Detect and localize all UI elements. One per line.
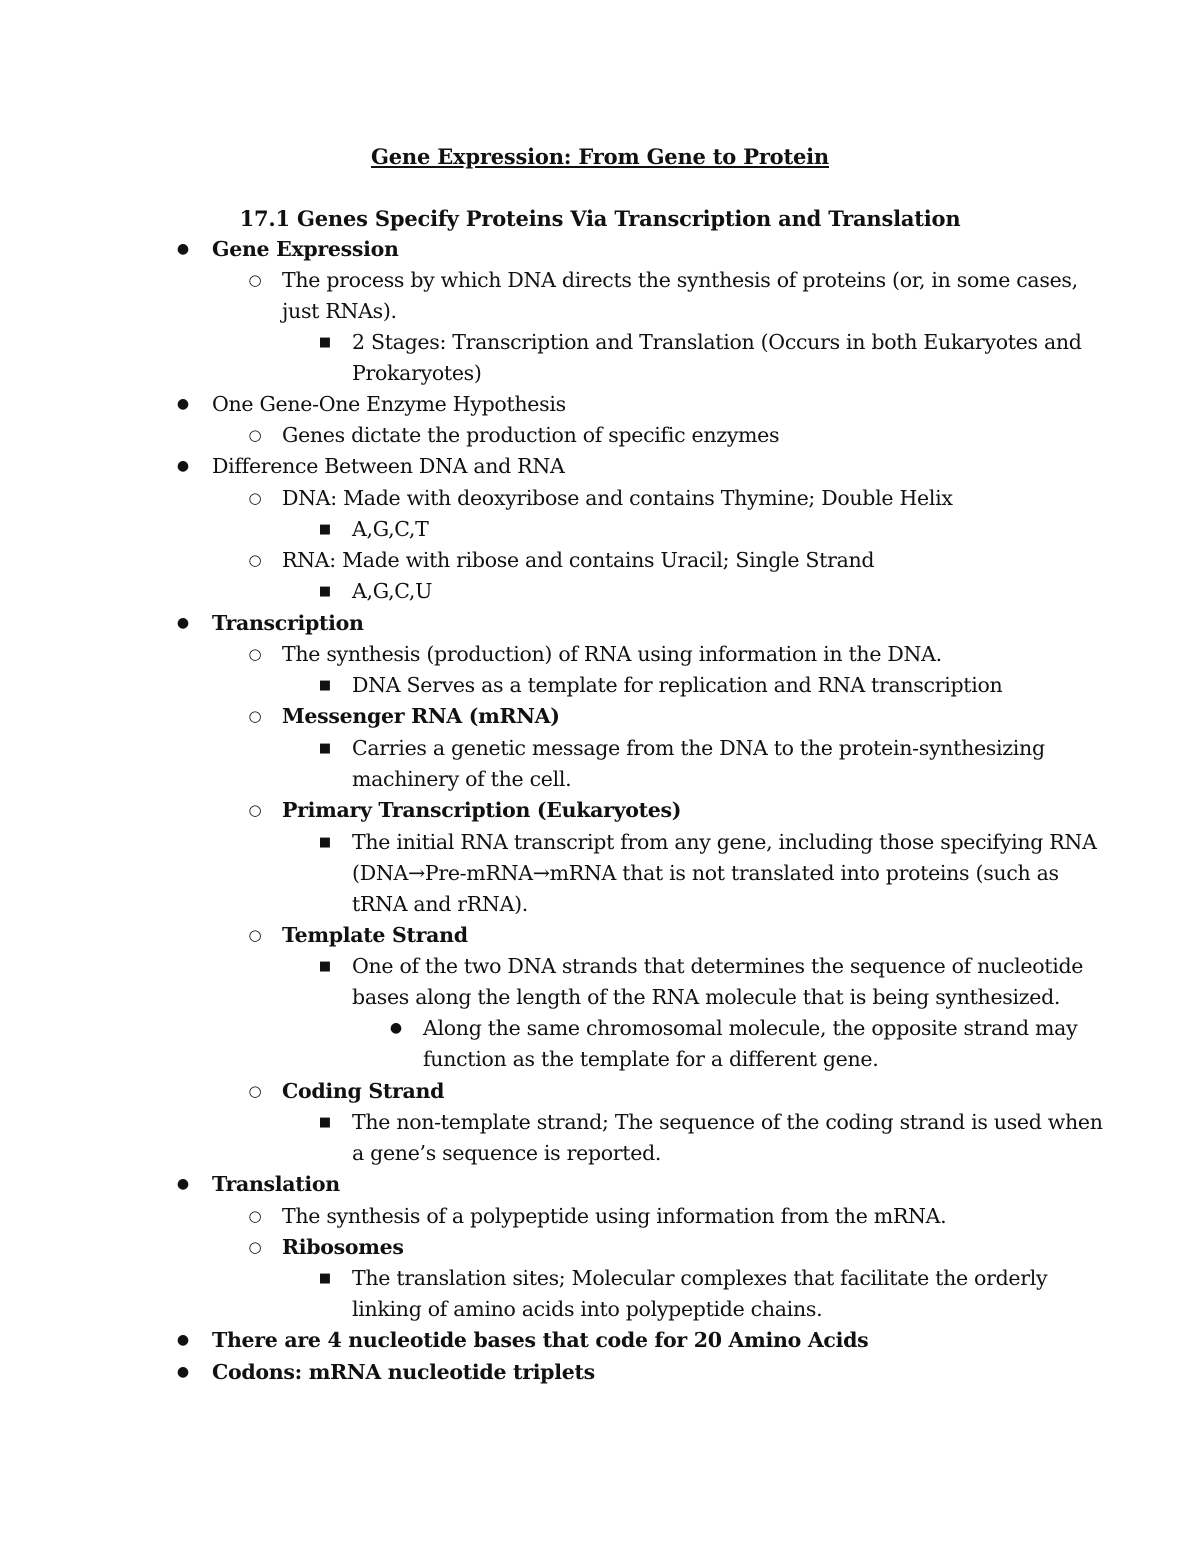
list-item: The non-template strand; The sequence of the coding strand is used when xyxy=(352,1110,1103,1134)
list-item: Ribosomes xyxy=(282,1235,404,1259)
list-item: Codons: mRNA nucleotide triplets xyxy=(212,1360,595,1384)
circle-bullet: ○ xyxy=(248,707,262,725)
disc-bullet: ● xyxy=(176,1332,190,1348)
circle-bullet: ○ xyxy=(248,926,262,944)
list-item-continuation: machinery of the cell. xyxy=(352,767,572,791)
list-item: Primary Transcription (Eukaryotes) xyxy=(282,798,682,822)
list-item-continuation: a gene’s sequence is reported. xyxy=(352,1141,662,1165)
list-item: The initial RNA transcript from any gene, including those specifying RNA xyxy=(352,830,1097,854)
square-bullet: ■ xyxy=(318,584,332,599)
circle-bullet: ○ xyxy=(248,801,262,819)
list-item: The translation sites; Molecular complexes that facilitate the orderly xyxy=(352,1266,1048,1290)
list-item-continuation: Prokaryotes) xyxy=(352,361,482,385)
square-bullet: ■ xyxy=(318,835,332,850)
list-item-continuation: just RNAs). xyxy=(282,299,397,323)
disc-bullet: ● xyxy=(176,396,190,412)
circle-bullet: ○ xyxy=(248,1207,262,1225)
square-bullet: ■ xyxy=(318,741,332,756)
circle-bullet: ○ xyxy=(248,1082,262,1100)
list-item: There are 4 nucleotide bases that code for 20 Amino Acids xyxy=(212,1328,869,1352)
square-bullet: ■ xyxy=(318,335,332,350)
circle-bullet: ○ xyxy=(248,426,262,444)
list-item-continuation: linking of amino acids into polypeptide chains. xyxy=(352,1297,823,1321)
list-item: Gene Expression xyxy=(212,237,399,261)
list-item: The process by which DNA directs the synthesis of proteins (or, in some cases, xyxy=(282,268,1078,292)
circle-bullet: ○ xyxy=(248,1238,262,1256)
square-bullet: ■ xyxy=(318,678,332,693)
list-item: Difference Between DNA and RNA xyxy=(212,454,565,478)
square-bullet: ■ xyxy=(318,959,332,974)
disc-bullet: ● xyxy=(176,1176,190,1192)
disc-bullet: ● xyxy=(176,615,190,631)
circle-bullet: ○ xyxy=(248,271,262,289)
circle-bullet: ○ xyxy=(248,645,262,663)
disc-bullet: ● xyxy=(176,241,190,257)
list-item: One of the two DNA strands that determines the sequence of nucleotide xyxy=(352,954,1084,978)
list-item-continuation: (DNA→Pre-mRNA→mRNA that is not translated into proteins (such as xyxy=(352,861,1059,885)
list-item: Messenger RNA (mRNA) xyxy=(282,704,560,728)
list-item: DNA: Made with deoxyribose and contains Thymine; Double Helix xyxy=(282,486,953,510)
list-item: Carries a genetic message from the DNA to the protein-synthesizing xyxy=(352,736,1045,760)
square-bullet: ■ xyxy=(318,522,332,537)
disc-bullet: ● xyxy=(176,458,190,474)
list-item: A,G,C,U xyxy=(352,579,433,603)
list-item: One Gene-One Enzyme Hypothesis xyxy=(212,392,566,416)
list-item: Genes dictate the production of specific enzymes xyxy=(282,423,780,447)
list-item: A,G,C,T xyxy=(352,517,429,541)
list-item-continuation: function as the template for a different gene. xyxy=(423,1047,879,1071)
list-item: The synthesis of a polypeptide using information from the mRNA. xyxy=(282,1204,947,1228)
list-item: The synthesis (production) of RNA using information in the DNA. xyxy=(282,642,942,666)
list-item: Coding Strand xyxy=(282,1079,445,1103)
document-title: Gene Expression: From Gene to Protein xyxy=(371,144,829,169)
section-heading: 17.1 Genes Specify Proteins Via Transcription and Translation xyxy=(239,206,961,231)
disc-bullet: ● xyxy=(176,1364,190,1380)
list-item: 2 Stages: Transcription and Translation (Occurs in both Eukaryotes and xyxy=(352,330,1082,354)
list-item: DNA Serves as a template for replication and RNA transcription xyxy=(352,673,1003,697)
list-item: Template Strand xyxy=(282,923,468,947)
list-item-continuation: bases along the length of the RNA molecule that is being synthesized. xyxy=(352,985,1061,1009)
circle-bullet: ○ xyxy=(248,489,262,507)
circle-bullet: ○ xyxy=(248,551,262,569)
list-item: Transcription xyxy=(212,611,364,635)
square-bullet: ■ xyxy=(318,1271,332,1286)
list-item: Translation xyxy=(212,1172,340,1196)
square-bullet: ■ xyxy=(318,1115,332,1130)
disc-bullet: ● xyxy=(389,1020,403,1036)
list-item: Along the same chromosomal molecule, the opposite strand may xyxy=(423,1016,1078,1040)
list-item: RNA: Made with ribose and contains Uracil; Single Strand xyxy=(282,548,875,572)
list-item-continuation: tRNA and rRNA). xyxy=(352,892,528,916)
